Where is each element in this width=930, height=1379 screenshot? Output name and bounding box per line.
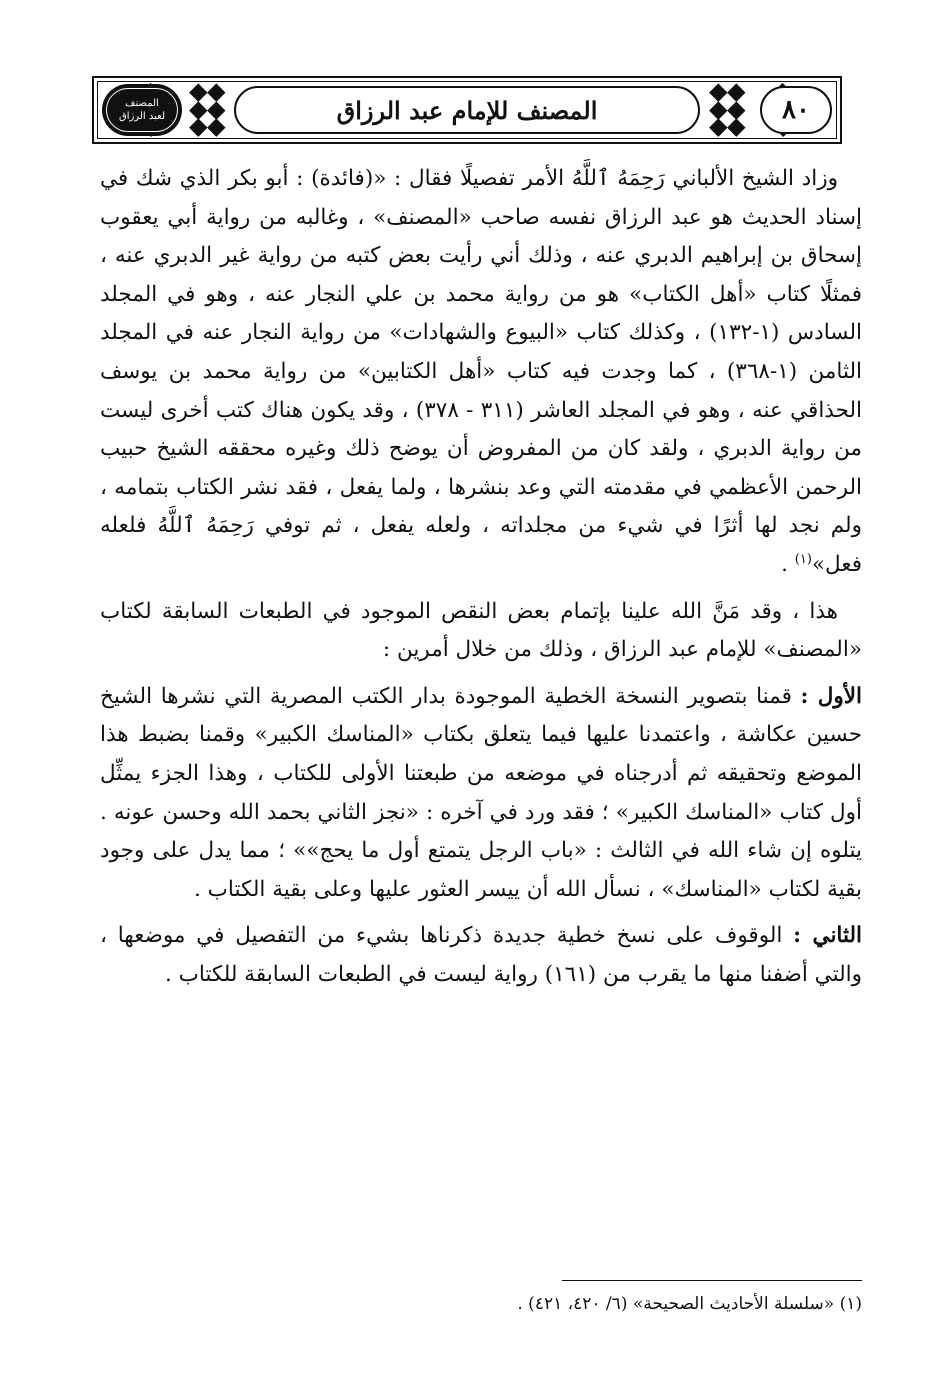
running-title — [234, 86, 700, 134]
page-number — [760, 86, 832, 134]
paragraph-3 — [100, 678, 862, 910]
paragraph-3-text: قمنا بتصوير النسخة الخطية الموجودة بدار الكتب المصرية التي نشرها الشيخ حسين عكاشة ، واعتمدنا عليها فيما يتعلق بكتاب «المناسك الكبير» وقمنا بضبط هذا الموضع وتحقيقه ثم أدرجناه في موضعه من طبعتنا الأولى للكتاب ، وهذا الجزء يمثِّل أول كتاب «المناسك الكبير» ؛ فقد ورد في آخره : «نجز الثاني بحمد الله وحسن عونه . يتلوه إن شاء الله في الثالث : «باب الرجل يتمتع أول ما يحج»» ؛ مما يدل على وجود بقية لكتاب «المناسك» ، نسأل الله أن ييسر العثور عليها وعلى بقية الكتاب . — [100, 683, 862, 902]
paragraph-3-lead: الأول : — [800, 683, 862, 709]
page-header — [92, 76, 842, 144]
seal-line-2: لعبد الرزاق — [118, 111, 166, 122]
running-title-text: المصنف للإمام عبد الرزاق — [336, 95, 598, 125]
paragraph-4-text: الوقوف على نسخ خطية جديدة ذكرناها بشيء من التفصيل في موضعها ، والتي أضفنا منها ما يقرب من (١٦١) رواية ليست في الطبعات السابقة للكتاب . — [100, 923, 862, 987]
paragraph-4 — [100, 917, 862, 994]
footnote-ref-1[interactable]: (١) — [794, 551, 812, 567]
paragraph-2-text: هذا ، وقد مَنَّ الله علينا بإتمام بعض النقص الموجود في الطبعات السابقة لكتاب «المصنف» للإمام عبد الرزاق ، وذلك من خلال أمرين : — [100, 598, 862, 663]
paragraph-4-lead: الثاني : — [793, 923, 862, 949]
footnote — [100, 1290, 862, 1318]
ornament-left — [190, 84, 224, 136]
ornament-right — [710, 84, 744, 136]
footnote-text: (١) «سلسلة الأحاديث الصحيحة» (٦/ ٤٢٠، ٤٢١) . — [517, 1294, 862, 1314]
book-seal-logo — [102, 84, 182, 136]
paragraph-1-text: وزاد الشيخ الألباني رَحِمَهُ ٱللَّهُ الأمر تفصيلًا فقال : «(فائدة) : أبو بكر الذي شك في إسناد الحديث هو عبد الرزاق نفسه صاحب «المصنف» ، وغالبه من رواية أبي يعقوب إسحاق بن إبراهيم الدبري عنه ، وذلك أني رأيت بعض كتبه من رواية غير الدبري عنه ، فمثلًا كتاب «أهل الكتاب» هو من رواية محمد بن علي النجار عنه ، وهو في المجلد السادس (١-١٣٢) ، وكذلك كتاب «البيوع والشهادات» من رواية النجار عنه في المجلد الثامن (١-٣٦٨) ، كما وجدت فيه كتاب «أهل الكتابين» من رواية محمد بن يوسف الحذاقي عنه ، وهو في المجلد العاشر (٣١١ - ٣٧٨) ، وقد يكون هناك كتب أخرى ليست من رواية الدبري ، ولقد كان من المفروض أن يوضح ذلك وغيره محققه الشيخ حبيب الرحمن الأعظمي في مقدمته التي وعد بنشرها ، ولما يفعل ، فقد نشر الكتاب بتمامه ، ولم نجد لها أثرًا في شيء من مجلداته ، ولعله يفعل ، ثم توفي رَحِمَهُ ٱللَّهُ فلعله فعل» — [100, 166, 863, 577]
paragraph-2 — [100, 593, 862, 670]
page-number-text: ٨٠ — [782, 95, 810, 125]
seal-line-1: المصنف — [125, 98, 159, 109]
paragraph-1 — [100, 160, 862, 585]
page-body — [100, 160, 862, 994]
footnote-divider — [562, 1280, 862, 1281]
paragraph-1-end: . — [781, 551, 795, 577]
